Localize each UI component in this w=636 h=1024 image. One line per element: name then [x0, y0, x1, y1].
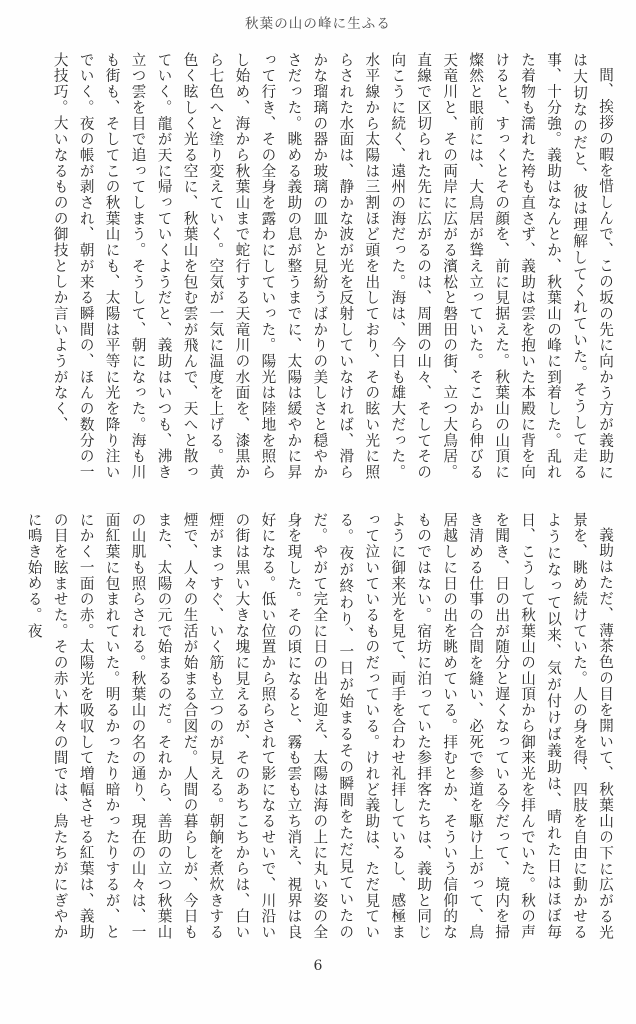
paragraph-bottom: 義助はただ、薄茶色の目を開いて、秋葉山の下に広がる光景を、眺め続けていた。人の身を得、四肢を自由に動かせるようになって以来、気が付けば義助は、晴れた日はほぼ毎日、こうして秋葉山の山頂から御来光を拝んでいた。秋の声を聞き、日の出が随分と遅くなっている今だって、境内を掃き清める仕事の合間を縫い、必死で参道を駆け上がって、鳥居越しに日の出を眺めている。拝むとか、そういう信仰的なものではない。宿坊に泊っていた参拝客たちは、義助と同じように御来光を見て、両手を合わせ礼拝しているし、感極まって泣いているものだっている。けれど義助は、ただ見ている。夜が終わり、一日が始まるその瞬間をただ見ていたのだ。やがて完全に日の出を迎え、太陽は海の上に丸い姿の全身を現した。その頃になると、霧も雲も立ち消え、視界は良好になる。低い位置から照らされて影になるせいで、川沿いの街は黒い大きな塊に見えるが、そのあちこちからは、白い煙がまっすぐ、いく筋も立つのが見える。朝餉を煮炊きする煙で、人々の生活が始まる合図だ。人間の暮らしが、今日もまた、太陽の元で始まるのだ。それから、善助の立つ秋葉山の山肌も照らされる。秋葉山の名の通り、現在の山々は、一面紅葉に包まれていた。明るかったり暗かったりするが、とにかく一面の赤。太陽光を吸収して増幅させる紅葉は、義助の目を眩ませた。その赤い木々の間では、鳥たちがにぎやかに鳴き始める。夜	[25, 512, 614, 940]
paragraph-top: 間、挨拶の暇を惜しんで、この坂の先に向かう方が義助には大切なのだと、彼は理解してくれていた。そうして走る事、十分強。義助はなんとか、秋葉山の峰に到着した。乱れた着物も濡れた袴も直さず、義助は雲を抱いた本殿に背を向けると、すっくとその顔を、前に見据えた。秋葉山の山頂に燦然と眼前には、大鳥居が聳え立っていた。そこから伸びる天竜川と、その両岸に広がる濱松と磐田の街、立つ大鳥居。直線で区切られた先に広がるのは、周囲の山々、そしてその向こうに続く、遠州の海だった。海は、今日も雄大だった。水平線から太陽は三割ほど頭を出しており、その眩い光に照らされた水面は、静かな波が光を反射していなければ、滑らかな瑠璃の器か玻璃の皿かと見紛うばかりの美しさと穏やかさだった。眺める義助の息が整うまでに、太陽は緩やかに昇って行き、その全身を露わにしていった。陽光は陸地を照らし始め、海から秋葉山まで蛇行する天竜川の水面を、漆黒から七色へと塗り変えていく。空気が一気に温度を上げる。黄色く眩しく光る空に、秋葉山を包む雲が飛んで、天へと散っていく。龍が天に帰っていくようだと、義助はいつも、沸き立つ雲を目で追ってしまう。そうして、朝になった。海も川も街も、そしてこの秋葉山にも、太陽は平等に光を降り注いでいく。夜の帳が剥され、朝が来る瞬間の、ほんの数分の一大技巧。大いなるものの御技としか言いようがなく、	[51, 52, 614, 480]
body-text-block-bottom	[18, 512, 618, 940]
page-number: 6	[313, 958, 323, 974]
body-text-block-top	[18, 52, 618, 480]
running-header: 秋葉の山の峰に生ふる	[245, 16, 391, 32]
